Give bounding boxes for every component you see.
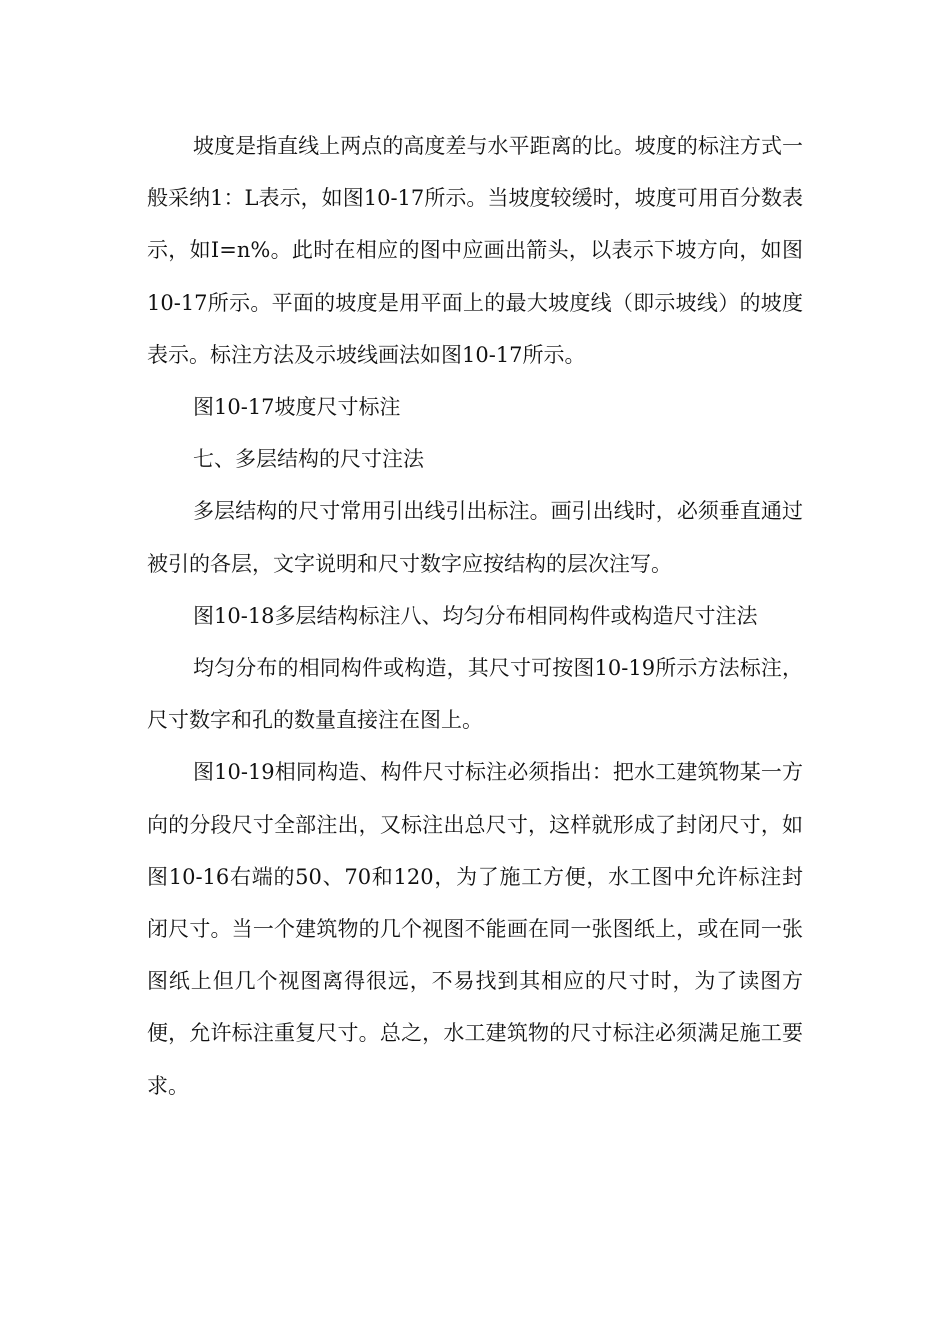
document-page [147,120,803,1112]
paragraph-uniform-distribution: 均匀分布的相同构件或构造，其尺寸可按图10-19所示方法标注，尺寸数字和孔的数量直接注在图上。 [147,656,803,733]
section-heading-multilayer: 七、多层结构的尺寸注法 [193,447,424,472]
paragraph-slope-definition: 坡度是指直线上两点的高度差与水平距离的比。坡度的标注方式一般采纳1：L表示，如图10-17所示。当坡度较缓时，坡度可用百分数表示，如I=n%。此时在相应的图中应画出箭头，以表示下坡方向，如图10-17所示。平面的坡度是用平面上的最大坡度线（即示坡线）的坡度表示。标注方法及示坡线画法如图10-17所示。 [147,134,803,367]
figure-caption-10-18: 图10-18多层结构标注八、均匀分布相同构件或构造尺寸注法 [193,603,758,628]
figure-caption-10-17: 图10-17坡度尺寸标注 [193,395,401,420]
paragraph-closed-dimension: 图10-19相同构造、构件尺寸标注必须指出：把水工建筑物某一方向的分段尺寸全部注出，又标注出总尺寸，这样就形成了封闭尺寸，如图10-16右端的50、70和120，为了施工方便，水工图中允许标注封闭尺寸。当一个建筑物的几个视图不能画在同一张图纸上，或在同一张图纸上但几个视图离得很远，不易找到其相应的尺寸时，为了读图方便，允许标注重复尺寸。总之，水工建筑物的尺寸标注必须满足施工要求。 [147,760,803,1098]
paragraph-multilayer-dimension: 多层结构的尺寸常用引出线引出标注。画引出线时，必须垂直通过被引的各层，文字说明和尺寸数字应按结构的层次注写。 [147,499,803,576]
